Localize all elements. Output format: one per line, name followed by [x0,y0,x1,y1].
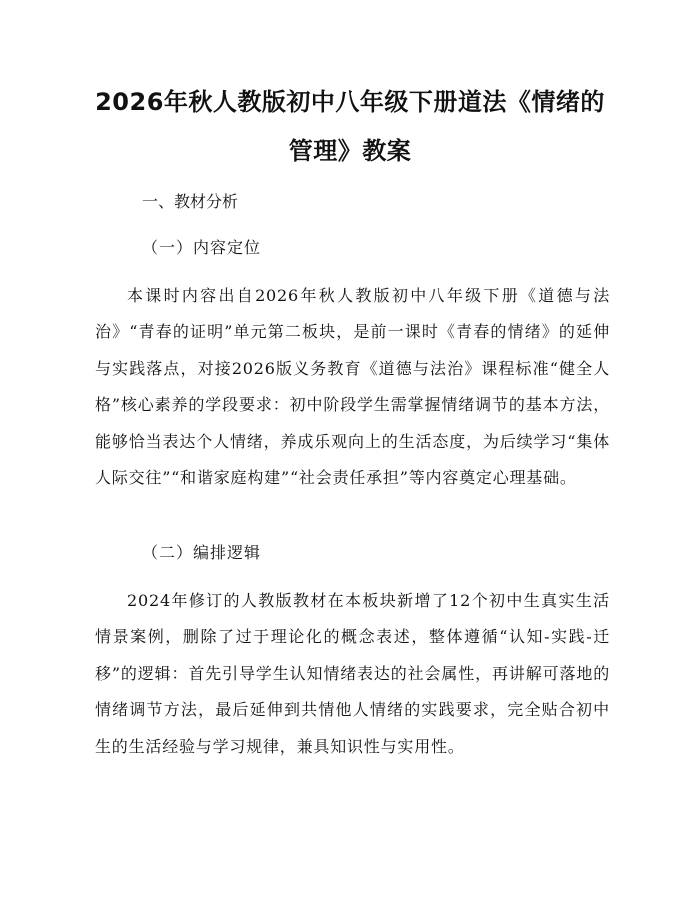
subsection-heading-content-positioning: （一）内容定位 [142,238,262,257]
subsection-heading-arrangement-logic: （二）编排逻辑 [142,543,262,562]
paragraph-content-positioning: 本课时内容出自2026年秋人教版初中八年级下册《道德与法治》“青春的证明”单元第二板块，是前一课时《青春的情绪》的延伸与实践落点，对接2026版义务教育《道德与法治》课程标准“健全人格”核心素养的学段要求：初中阶段学生需掌握情绪调节的基本方法，能够恰当表达个人情绪，养成乐观向上的生活态度，为后续学习“集体人际交往”“和谐家庭构建”“社会责任承担”等内容奠定心理基础。 [95,286,610,488]
section-heading-textbook-analysis: 一、教材分析 [142,192,239,211]
document-title: 2026年秋人教版初中八年级下册道法《情绪的管理》教案 [95,88,605,165]
paragraph-arrangement-logic: 2024年修订的人教版教材在本板块新增了12个初中生真实生活情景案例，删除了过于理论化的概念表述，整体遵循“认知-实践-迁移”的逻辑：首先引导学生认知情绪表达的社会属性，再讲解可落地的情绪调节方法，最后延伸到共情他人情绪的实践要求，完全贴合初中生的生活经验与学习规律，兼具知识性与实用性。 [95,591,610,756]
